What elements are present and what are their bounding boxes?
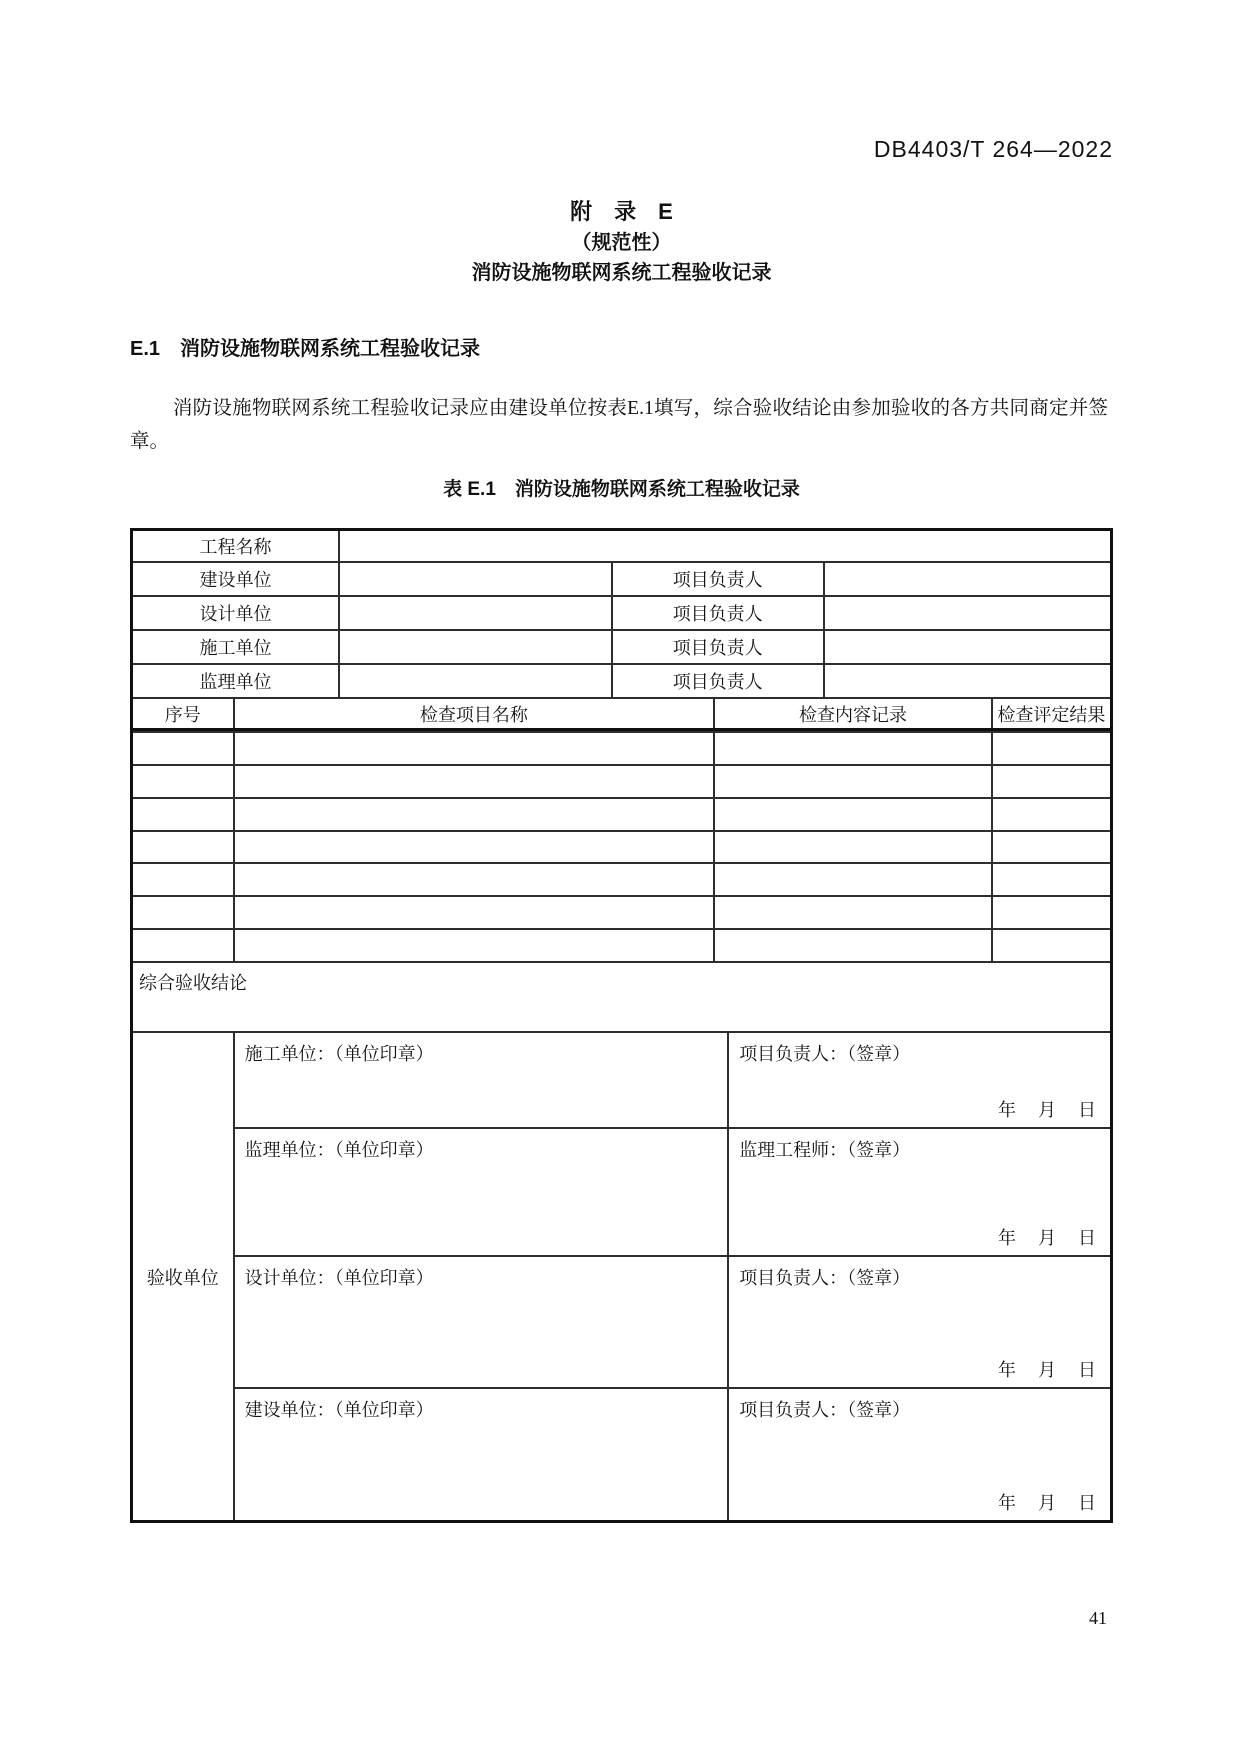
builder-seal-cell: 施工单位：（单位印章）	[235, 1033, 730, 1127]
date-placeholder: 年 月 日	[997, 1228, 1098, 1248]
appendix-subtitle: 消防设施物联网系统工程验收记录	[471, 262, 772, 284]
design-unit-value	[340, 597, 613, 629]
check-rows-section	[133, 731, 1110, 961]
col-header-record: 检查内容记录	[715, 699, 992, 728]
design-sign-label: 项目负责人：（签章）	[739, 1268, 911, 1288]
construction-resp-label: 项目负责人	[613, 563, 825, 595]
check-empty-row	[133, 797, 1110, 830]
normative-label: （规范性）	[571, 232, 672, 254]
signature-block-design	[235, 1255, 1110, 1387]
design-resp-label: 项目负责人	[613, 597, 825, 629]
conclusion-row	[133, 961, 1110, 1031]
construction-unit-value	[340, 563, 613, 595]
check-empty-row	[133, 928, 1110, 961]
supervision-seal-cell: 监理单位：（单位印章）	[235, 1129, 730, 1255]
col-header-result: 检查评定结果	[997, 704, 1106, 725]
builder-resp-label: 项目负责人	[613, 631, 825, 663]
construction-resp-value	[825, 563, 1110, 595]
appendix-title: 附 录 E	[570, 199, 673, 224]
signature-section	[133, 1031, 1110, 1520]
supervision-unit-value	[340, 665, 613, 697]
acceptance-unit-label: 验收单位	[133, 1033, 235, 1520]
signature-block-supervision	[235, 1127, 1110, 1255]
builder-unit-value	[340, 631, 613, 663]
col-header-no: 序号	[133, 699, 235, 728]
project-name-label: 工程名称	[133, 531, 340, 561]
design-resp-value	[825, 597, 1110, 629]
construction-unit-row	[133, 561, 1110, 595]
appendix-title-block	[130, 196, 1113, 288]
doc-code: DB4403/T 264—2022	[873, 136, 1113, 162]
section-heading: E.1 消防设施物联网系统工程验收记录	[130, 338, 481, 360]
acceptance-record-table	[130, 528, 1113, 1523]
design-unit-row	[133, 595, 1110, 629]
project-name-row	[133, 531, 1110, 561]
body-paragraph: 消防设施物联网系统工程验收记录应由建设单位按表E.1填写，综合验收结论由参加验收的各方共同商定并签章。	[130, 398, 1108, 452]
check-empty-row	[133, 830, 1110, 863]
check-header-section	[133, 697, 1110, 731]
supervision-unit-label: 监理单位	[133, 665, 340, 697]
date-placeholder: 年 月 日	[997, 1100, 1098, 1120]
supervision-unit-row	[133, 663, 1110, 697]
date-placeholder: 年 月 日	[997, 1493, 1098, 1513]
construction-sign-label: 项目负责人：（签章）	[739, 1400, 911, 1420]
supervision-resp-value	[825, 665, 1110, 697]
signature-block-construction	[235, 1387, 1110, 1520]
construction-unit-label: 建设单位	[133, 563, 340, 595]
check-empty-row	[133, 862, 1110, 895]
date-placeholder: 年 月 日	[997, 1360, 1098, 1380]
conclusion-label: 综合验收结论	[139, 973, 247, 993]
builder-unit-row	[133, 629, 1110, 663]
col-header-item: 检查项目名称	[235, 699, 716, 728]
construction-sign-cell	[729, 1389, 1110, 1520]
project-name-value	[340, 531, 1110, 561]
builder-resp-value	[825, 631, 1110, 663]
supervision-resp-label: 项目负责人	[613, 665, 825, 697]
check-empty-row	[133, 895, 1110, 928]
design-seal-cell: 设计单位：（单位印章）	[235, 1257, 730, 1387]
supervision-sign-cell	[729, 1129, 1110, 1255]
signature-block-builder	[235, 1033, 1110, 1127]
page-number: 41	[1089, 1608, 1107, 1628]
design-unit-label: 设计单位	[133, 597, 340, 629]
builder-sign-label: 项目负责人：（签章）	[739, 1044, 911, 1064]
builder-unit-label: 施工单位	[133, 631, 340, 663]
check-empty-row	[133, 764, 1110, 797]
builder-sign-cell	[729, 1033, 1110, 1127]
design-sign-cell	[729, 1257, 1110, 1387]
info-section	[133, 531, 1110, 697]
signature-blocks	[235, 1033, 1110, 1520]
check-header-row	[133, 699, 1110, 728]
supervision-sign-label: 监理工程师：（签章）	[739, 1140, 911, 1160]
construction-seal-cell: 建设单位：（单位印章）	[235, 1389, 730, 1520]
check-empty-row	[133, 733, 1110, 764]
table-caption: 表 E.1 消防设施物联网系统工程验收记录	[443, 479, 800, 500]
